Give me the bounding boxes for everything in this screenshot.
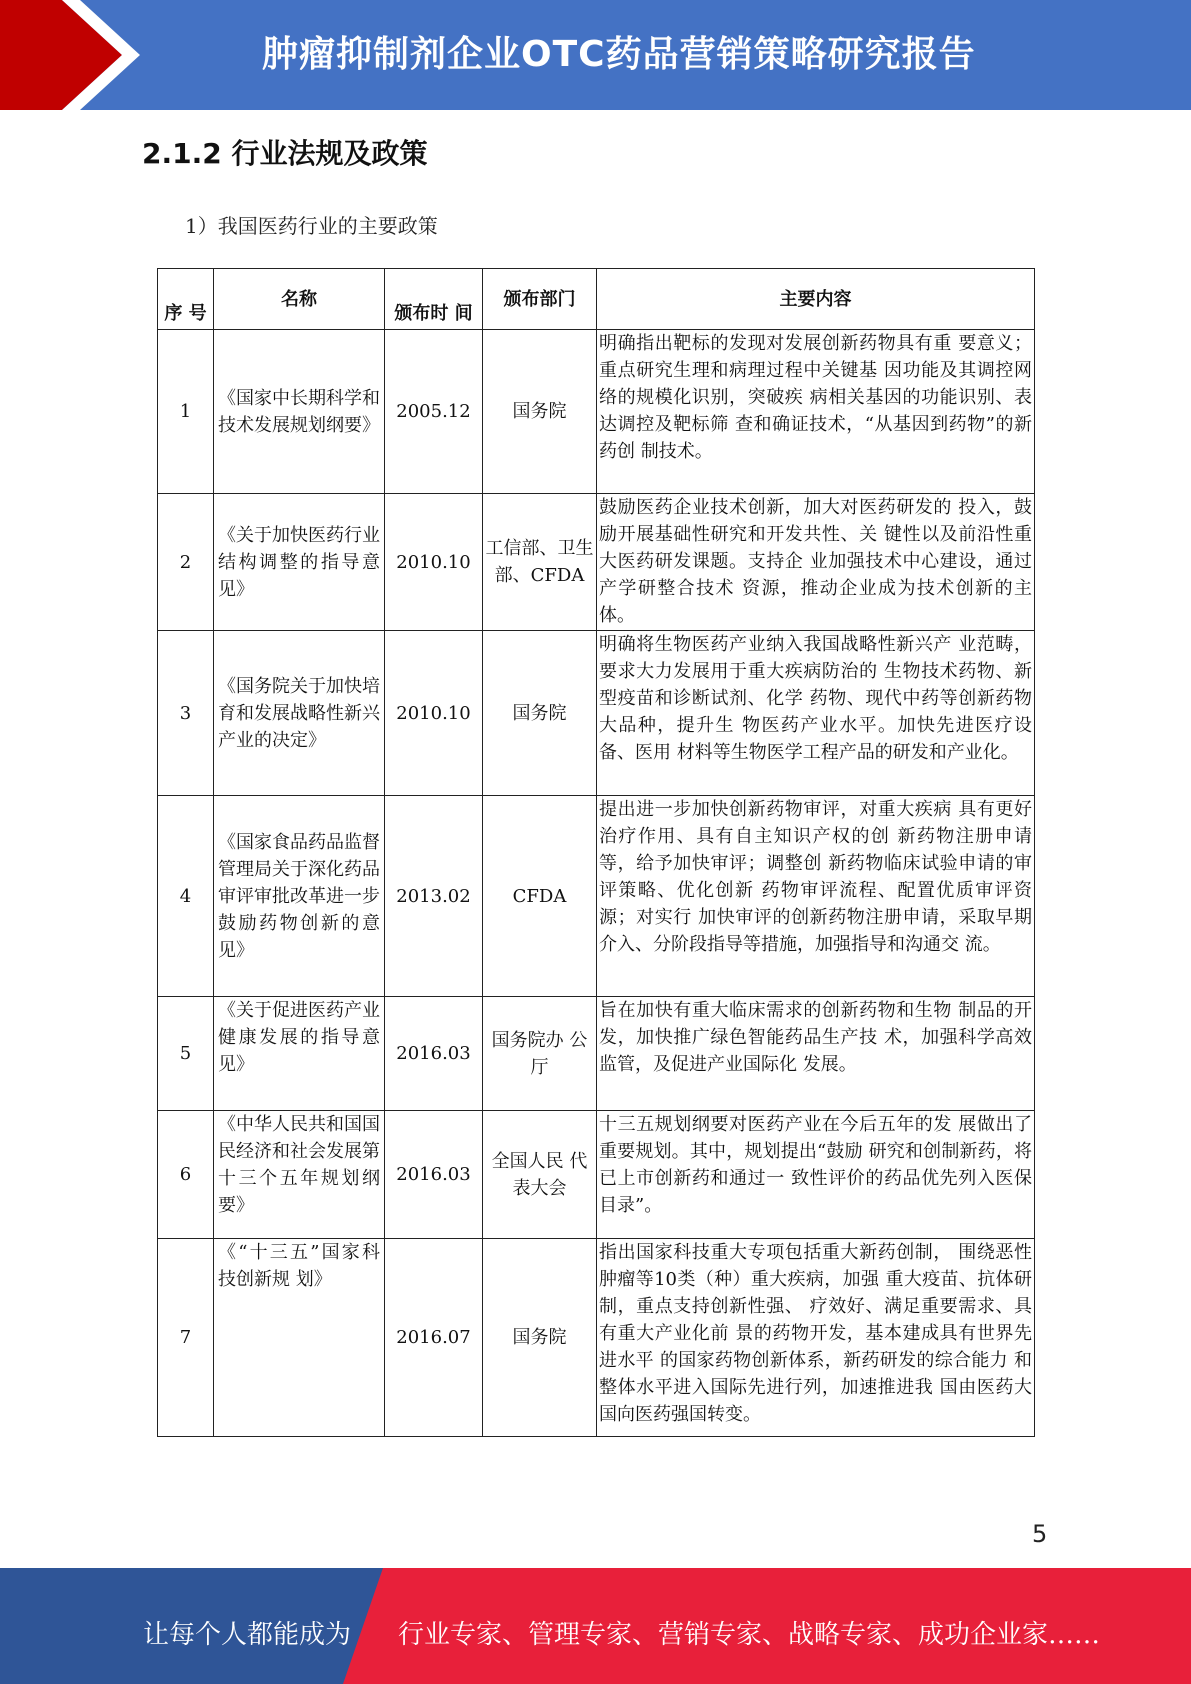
header-red-arrow-decoration (0, 0, 150, 110)
row-dept: CFDA (483, 796, 597, 997)
row-time: 2005.12 (385, 330, 483, 494)
row-name: 《关于加快医药行业结构调整的指导意见》 (214, 494, 385, 631)
page-number: 5 (1032, 1520, 1048, 1548)
section-heading: 2.1.2 行业法规及政策 (142, 137, 428, 170)
row-content: 鼓励医药企业技术创新，加大对医药研发的 投入，鼓励开展基础性研究和开发共性、关 键性以及前沿性重大医药研发课题。支持企 业加强技术中心建设，通过产学研整合技术 资源，推动企业成为技术创新的主体。 (597, 494, 1035, 631)
footer-slogan-right: 行业专家、管理专家、营销专家、战略专家、成功企业家…… (398, 1620, 1101, 1650)
footer-slogan-left: 让每个人都能成为 (143, 1620, 352, 1650)
row-seq: 7 (158, 1239, 214, 1437)
row-seq: 4 (158, 796, 214, 997)
row-seq: 5 (158, 997, 214, 1111)
row-name: 《国家食品药品监督管理局关于深化药品审评审批改革进一步鼓励药物创新的意见》 (214, 796, 385, 997)
row-seq: 3 (158, 631, 214, 796)
header-time: 颁布时 间 (385, 269, 483, 330)
report-title: 肿瘤抑制剂企业OTC药品营销策略研究报告 (262, 34, 976, 75)
row-content: 提出进一步加快创新药物审评，对重大疾病 具有更好治疗作用、具有自主知识产权的创 新药物注册申请等，给予加快审评；调整创 新药物临床试验申请的审评策略、优化创新 药物审评流程、配置优质审评资源；对实行 加快审评的创新药物注册申请，采取早期介入、分阶段指导等措施，加强指导和沟通交 流。 (597, 796, 1035, 997)
row-dept: 国务院 (483, 631, 597, 796)
row-content-text: 指出国家科技重大专项包括重大新药创制， 围绕恶性肿瘤等10类（种）重大疾病，加强 重大疫苗、抗体研制，重点支持创新性强、 疗效好、满足重要需求、具有重大产业化前 景的药物开发，基本建成具有世界先进水平 的国家药物创新体系，新药研发的综合能力 和整体水平进入国际先进行列，加速推进我 国由医药大国向医药强国转变。 (599, 1242, 1032, 1425)
row-name: 《国家中长期科学和技术发展规划纲要》 (214, 330, 385, 494)
table-row (158, 631, 1035, 796)
row-seq: 6 (158, 1111, 214, 1239)
header-content: 主要内容 (597, 269, 1035, 330)
row-seq: 1 (158, 330, 214, 494)
row-dept: 国务院办 公厅 (483, 997, 597, 1111)
table-header-row (158, 269, 1035, 330)
section-subheading: 1）我国医药行业的主要政策 (185, 214, 438, 238)
table-row (158, 796, 1035, 997)
table-row (158, 330, 1035, 494)
row-name: 《国务院关于加快培育和发展战略性新兴产业的决定》 (214, 631, 385, 796)
row-content: 旨在加快有重大临床需求的创新药物和生物 制品的开发，加快推广绿色智能药品生产技 术，加强科学高效监管，及促进产业国际化 发展。 (597, 997, 1035, 1111)
row-dept: 国务院 (483, 1239, 597, 1437)
row-time: 2016.03 (385, 997, 483, 1111)
table-row (158, 1239, 1035, 1437)
row-seq: 2 (158, 494, 214, 631)
row-dept: 全国人民 代表大会 (483, 1111, 597, 1239)
table-row (158, 1111, 1035, 1239)
header-seq: 序 号 (158, 269, 214, 330)
row-dept: 工信部、卫生部、CFDA (483, 494, 597, 631)
table-row (158, 494, 1035, 631)
row-time: 2010.10 (385, 631, 483, 796)
row-content (597, 1239, 1035, 1437)
header-dept: 颁布部门 (483, 269, 597, 330)
row-time: 2013.02 (385, 796, 483, 997)
row-time: 2016.07 (385, 1239, 483, 1437)
row-content: 明确指出靶标的发现对发展创新药物具有重 要意义；重点研究生理和病理过程中关键基 因功能及其调控网络的规模化识别，突破疾 病相关基因的功能识别、表达调控及靶标筛 查和确证技术，“从基因到药物”的新药创 制技术。 (597, 330, 1035, 494)
row-name: 《中华人民共和国国民经济和社会发展第十三个五年规划纲要》 (214, 1111, 385, 1239)
row-content: 明确将生物医药产业纳入我国战略性新兴产 业范畴，要求大力发展用于重大疾病防治的 生物技术药物、新型疫苗和诊断试剂、化学 药物、现代中药等创新药物大品种，提升生 物医药产业水平。加快先进医疗设备、医用 材料等生物医学工程产品的研发和产业化。 (597, 631, 1035, 796)
row-name: 《关于促进医药产业健康发展的指导意见》 (214, 997, 385, 1111)
row-dept: 国务院 (483, 330, 597, 494)
row-name: 《“十三五”国家科技创新规 划》 (214, 1239, 385, 1437)
row-time: 2016.03 (385, 1111, 483, 1239)
header-banner (0, 0, 1191, 110)
row-time: 2010.10 (385, 494, 483, 631)
header-name: 名称 (214, 269, 385, 330)
policy-table (157, 268, 1035, 1437)
table-row (158, 997, 1035, 1111)
row-content: 十三五规划纲要对医药产业在今后五年的发 展做出了重要规划。其中，规划提出“鼓励 研究和创制新药，将已上市创新药和通过一 致性评价的药品优先列入医保目录”。 (597, 1111, 1035, 1239)
